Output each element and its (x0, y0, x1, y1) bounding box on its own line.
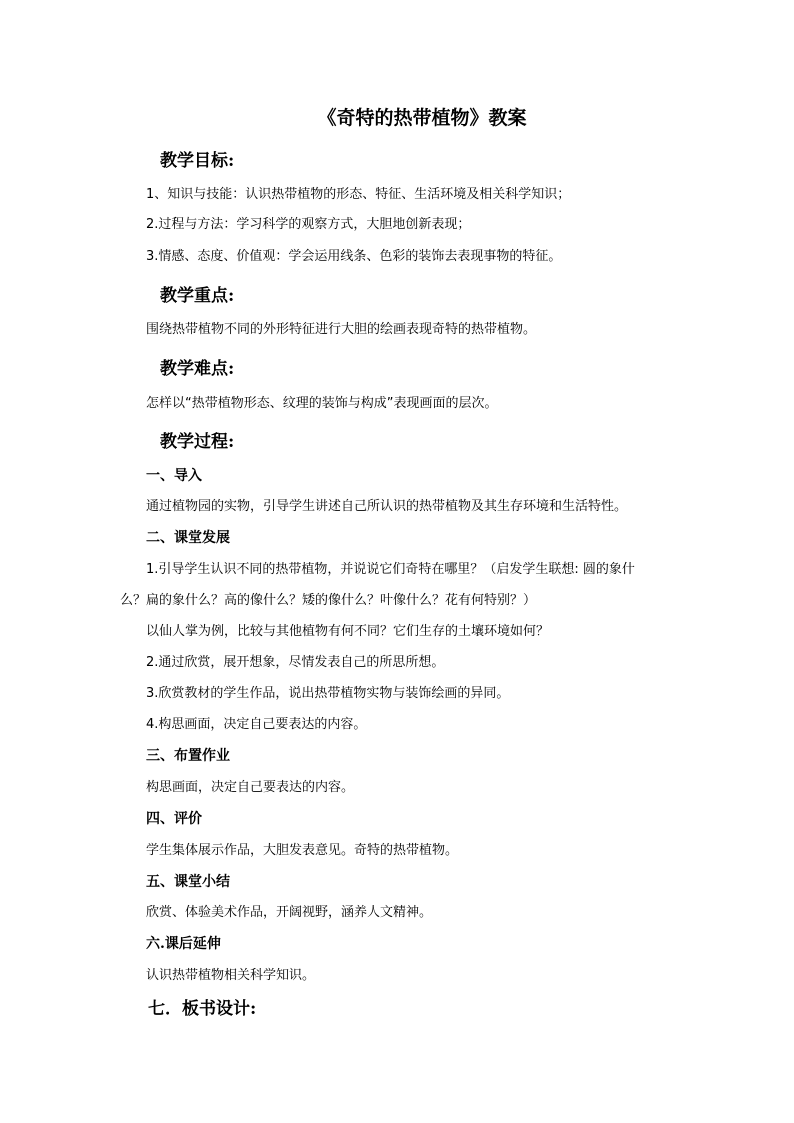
section-title-homework: 三、布置作业 (146, 748, 230, 764)
difficulties-heading: 教学难点: (160, 359, 235, 379)
section-evaluation-line-1: 学生集体展示作品，大胆发表意见。奇特的热带植物。 (146, 843, 459, 858)
key-points-heading: 教学重点: (160, 286, 235, 306)
objectives-heading: 教学目标: (160, 151, 235, 171)
section-title-summary: 五、课堂小结 (146, 874, 230, 890)
objective-item-1: 1、知识与技能：认识热带植物的形态、特征、生活环境及相关科学知识； (146, 187, 571, 202)
section-title-evaluation: 四、评价 (146, 811, 202, 827)
objective-item-2: 2.过程与方法：学习科学的观察方式，大胆地创新表现； (146, 217, 471, 232)
section-intro-line-1: 通过植物园的实物，引导学生讲述自己所认识的热带植物及其生存环境和生活特性。 (146, 499, 628, 514)
section-summary-line-1: 欣赏、体验美术作品，开阔视野，涵养人文精神。 (146, 905, 433, 920)
board-design-heading: 七．板书设计: (148, 999, 257, 1019)
section-title-development: 二、课堂发展 (146, 530, 230, 546)
section-title-intro: 一、导入 (146, 468, 202, 484)
key-points-text: 围绕热带植物不同的外形特征进行大胆的绘画表现奇特的热带植物。 (146, 322, 537, 337)
section-homework-line-1: 构思画面，决定自己要表达的内容。 (146, 780, 355, 795)
section-development-line-2: 么？扁的象什么？高的像什么？矮的像什么？叶像什么？花有何特别？） (120, 593, 537, 608)
section-development-line-3: 以仙人掌为例，比较与其他植物有何不同？它们生存的土壤环境如何？ (146, 624, 550, 639)
difficulties-text: 怎样以“热带植物形态、纹理的装饰与构成”表现画面的层次。 (146, 396, 498, 411)
section-development-line-5: 3.欣赏教材的学生作品，说出热带植物实物与装饰绘画的异同。 (146, 686, 510, 701)
objective-item-3: 3.情感、态度、价值观：学会运用线条、色彩的装饰去表现事物的特征。 (146, 249, 562, 264)
section-development-line-6: 4.构思画面，决定自己要表达的内容。 (146, 717, 367, 732)
document-title: 《奇特的热带植物》教案 (317, 107, 527, 129)
section-development-line-4: 2.通过欣赏，展开想象，尽情发表自己的所思所想。 (146, 655, 445, 670)
section-extension-line-1: 认识热带植物相关科学知识。 (146, 968, 316, 983)
section-development-line-1: 1.引导学生认识不同的热带植物，并说说它们奇特在哪里？（启发学生联想: 圆的象什 (146, 562, 635, 577)
section-title-extension: 六.课后延伸 (146, 936, 221, 952)
process-heading: 教学过程: (160, 432, 235, 452)
